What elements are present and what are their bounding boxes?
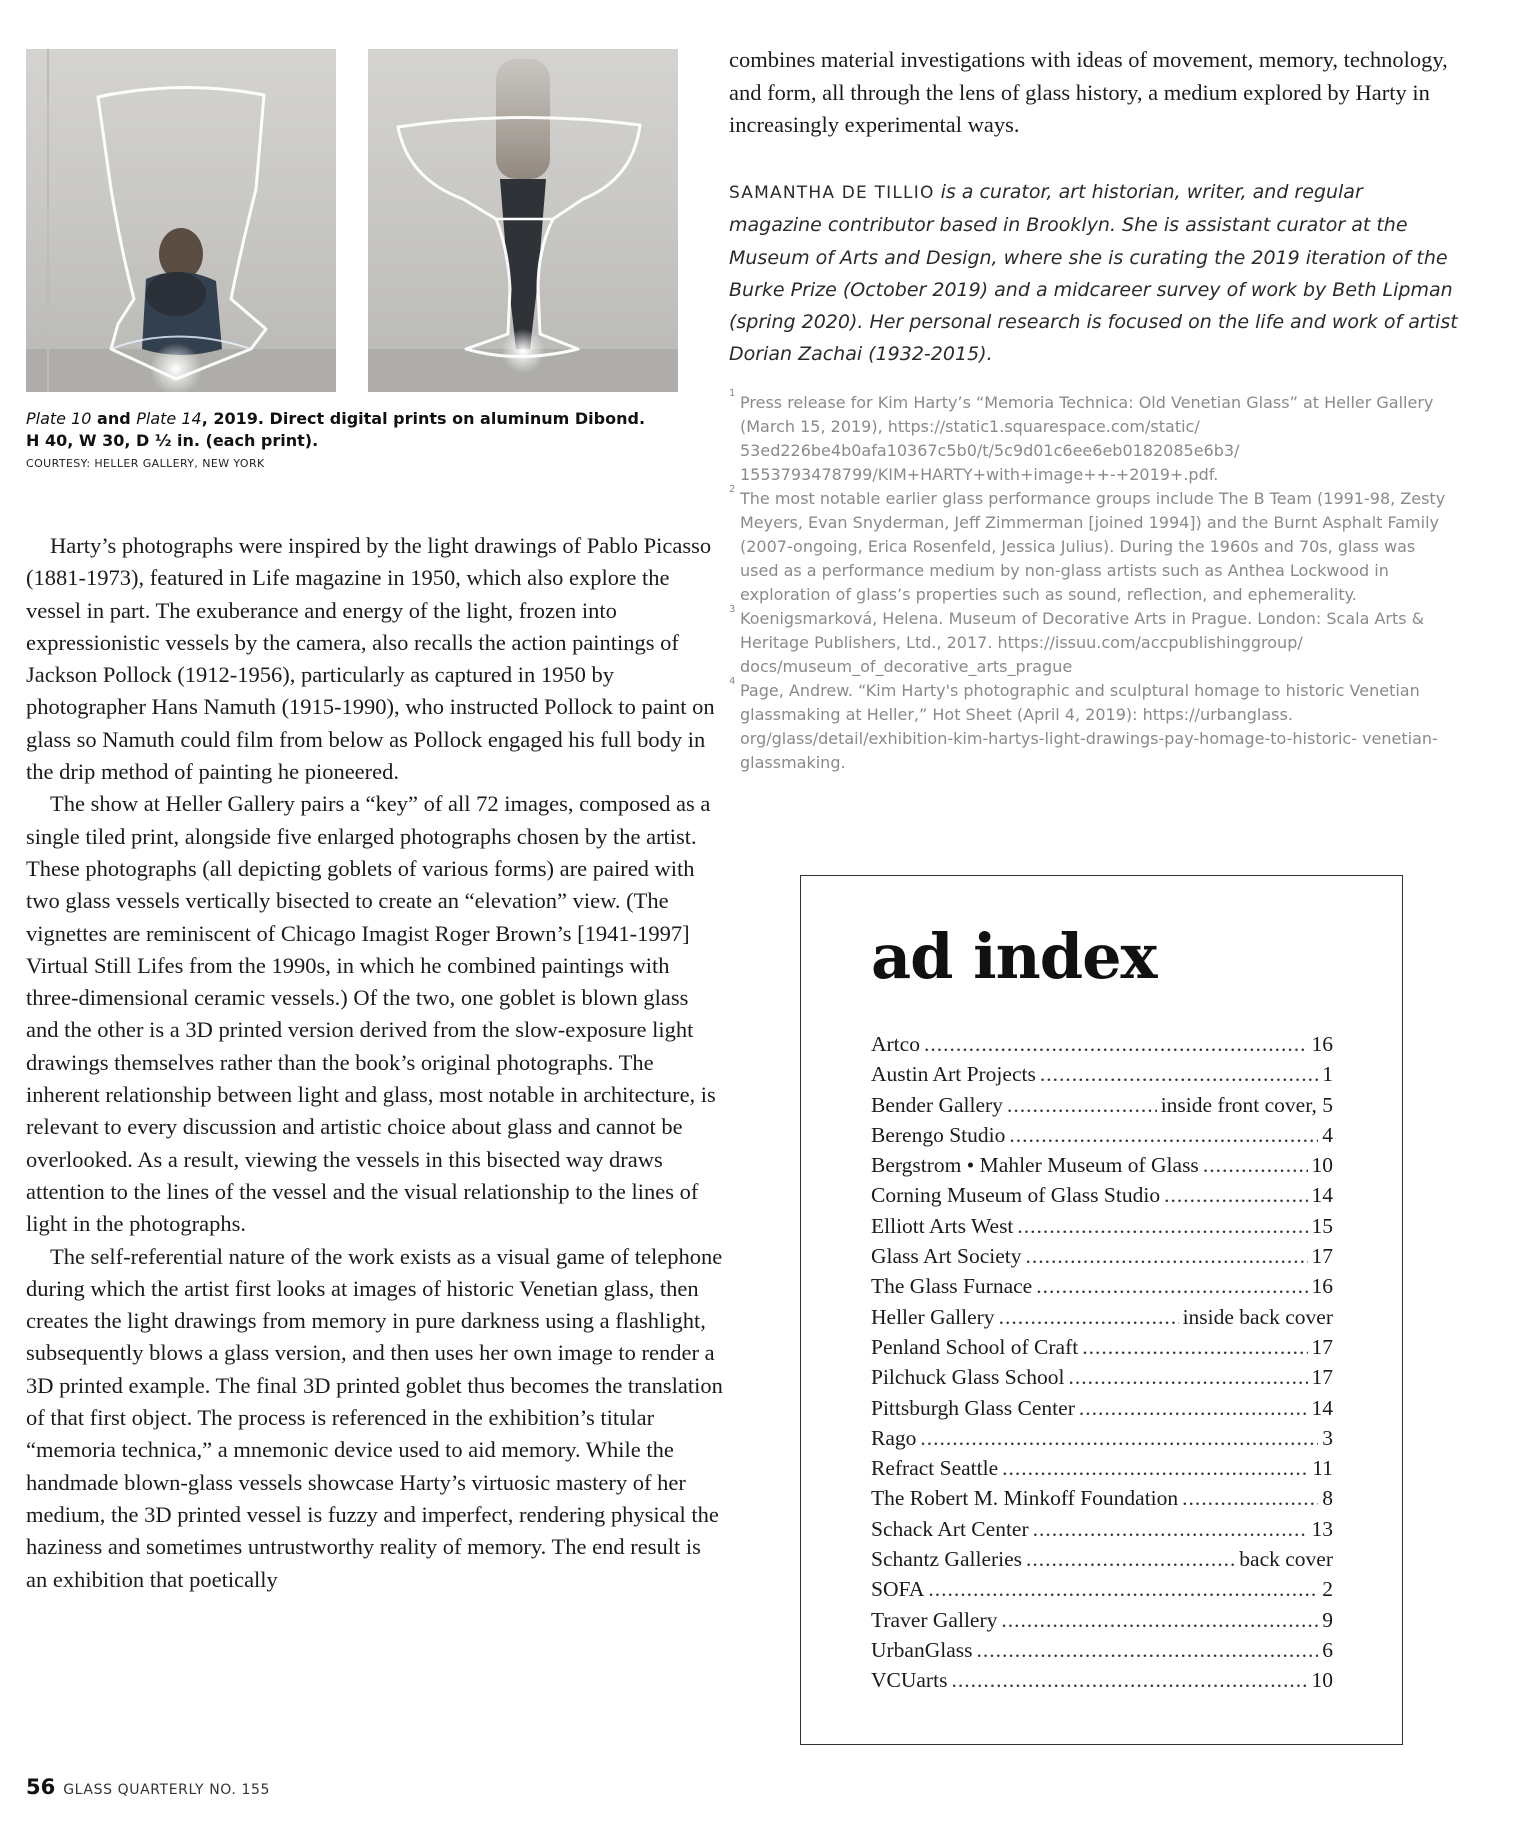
ad-index-page: 2 [1322, 1577, 1333, 1602]
dot-leader [1182, 1486, 1318, 1511]
ad-index-entry [871, 1305, 1333, 1335]
caption-plate-a: Plate 10 [26, 409, 92, 428]
body-paragraph-1: Harty’s photographs were inspired by the light drawings of Pablo Picasso (1881-1973), featured in Life magazine in 1950, which also explore the vessel in part. The exuberance and energy of the light, frozen into expressionistic vessels by the camera, also recalls the action paintings of Jackson Pollock (1912-1956), particularly as captured in 1950 by photographer Hans Namuth (1915-1990), who instructed Pollock to paint on glass so Namuth could film from below as Pollock engaged his full body in the drip method of painting he pioneered. [26, 533, 715, 785]
ad-index-page: 9 [1322, 1607, 1333, 1632]
dot-leader [1164, 1183, 1307, 1208]
caption-dimensions: H 40, W 30, D ½ in. (each print). [26, 431, 319, 450]
ad-index-advertiser: SOFA [871, 1577, 925, 1602]
author-bio-text: is a curator, art historian, writer, and regular magazine contributor based in Brooklyn. She is assistant curator at the Museum of Arts and Design, where she is curating the 2019 iteration of the Burke Prize (October 2019) and a midcareer survey of work by Beth Lipman (spring 2020). Her personal research is focused on the life and work of artist Dorian Zachai (1932-2015). [729, 181, 1458, 366]
footnote-text: Press release for Kim Harty’s “Memoria Technica: Old Venetian Glass” at Heller Gallery (March 15, 2019), https://static1.squarespace.com/static/ 53ed226be4b0afa10367c5b0/t/5c9d01c6ee6eb0182085e6b3/ 1553793478799/KIM+HARTY+with+image++-+2019+.pdf. [740, 393, 1434, 484]
footnote-number: 1 [729, 388, 736, 399]
caption-line1: , 2019. Direct digital prints on aluminum Dibond. [201, 409, 646, 428]
ad-index-page: 14 [1311, 1395, 1333, 1420]
footnote-text: Page, Andrew. “Kim Harty's photographic and sculptural homage to historic Venetian glassmaking at Heller,” Hot Sheet (April 4, 2019): https://urbanglass. org/glass/detail/exhibition-kim-hartys-light-drawings-pay-homage-to-historic- venetian-glassmaking. [740, 681, 1438, 772]
dot-leader [1026, 1244, 1308, 1269]
ad-index-advertiser: Elliott Arts West [871, 1213, 1014, 1238]
dot-leader [1007, 1093, 1157, 1118]
dot-leader [928, 1577, 1318, 1602]
ad-index-advertiser: Bender Gallery [871, 1092, 1003, 1117]
body-paragraph-3: The self-referential nature of the work exists as a visual game of telephone during which the artist first looks at images of historic Venetian glass, then creates the light drawings from memory in pure darkness using a flashlight, subsequently blows a glass version, and then uses her own image to render a 3D printed example. The final 3D printed goblet thus becomes the translation of that first object. The process is referenced in the exhibition’s titular “memoria technica,” a mnemonic device used to aid memory. While the handmade blown-glass vessels showcase Harty’s virtuosic mastery of her medium, the 3D printed vessel is fuzzy and imperfect, rendering physical the haziness and sometimes untrustworthy reality of memory. The end result is an exhibition that poetically [26, 1243, 723, 1592]
ad-index-page: 14 [1311, 1183, 1333, 1208]
dot-leader [999, 1305, 1179, 1330]
dot-leader [1082, 1335, 1307, 1360]
ad-index-advertiser: Pittsburgh Glass Center [871, 1395, 1075, 1420]
photo-plate-14 [368, 49, 678, 392]
photo-plate-10 [26, 49, 336, 392]
ad-index-advertiser: UrbanGlass [871, 1637, 973, 1662]
dot-leader [924, 1032, 1308, 1057]
footnote [729, 604, 1449, 679]
footnote-text: The most notable earlier glass performance groups include The B Team (1991-98, Zesty Meyers, Evan Snyderman, Jeff Zimmerman [joined 1994]) and the Burnt Asphalt Family (2007-ongoing, Erica Rosenfeld, Jessica Julius). During the 1960s and 70s, glass was used as a performance medium by non-glass artists such as Anthea Lockwood in exploration of glass’s properties such as sound, reflection, and ephemerality. [740, 489, 1446, 604]
ad-index-entry [871, 1153, 1333, 1183]
ad-index-page: 1 [1322, 1062, 1333, 1087]
caption-and: and [91, 409, 137, 428]
dot-leader [1079, 1396, 1308, 1421]
plate-10-image [26, 49, 336, 392]
ad-index-page: back cover [1239, 1547, 1333, 1572]
footnote-number: 2 [729, 484, 736, 495]
publication-name: GLASS QUARTERLY NO. 155 [63, 1782, 270, 1798]
ad-index-page: 15 [1311, 1213, 1333, 1238]
ad-index-advertiser: The Robert M. Minkoff Foundation [871, 1486, 1179, 1511]
page-number: 56 [26, 1775, 56, 1799]
ad-index-page: 10 [1311, 1668, 1333, 1693]
footnote-text: Koenigsmarková, Helena. Museum of Decorative Arts in Prague. London: Scala Arts & Heritage Publishers, Ltd., 2017. https://issuu.com/accpublishinggroup/ docs/museum_of_decorative_arts_prague [740, 609, 1425, 676]
article-body [26, 530, 726, 1596]
footnote-number: 4 [729, 676, 736, 687]
photo-credit: COURTESY: HELLER GALLERY, NEW YORK [26, 457, 265, 470]
author-bio [729, 176, 1459, 371]
ad-index-advertiser: Traver Gallery [871, 1607, 998, 1632]
dot-leader [1002, 1456, 1308, 1481]
dot-leader [1036, 1274, 1307, 1299]
ad-index-advertiser: Artco [871, 1032, 920, 1056]
ad-index-entry [871, 1456, 1333, 1486]
ad-index-page: 4 [1322, 1122, 1333, 1147]
dot-leader [1009, 1123, 1318, 1148]
dot-leader [951, 1668, 1307, 1693]
footnote-number: 3 [729, 604, 736, 615]
ad-index-entry [871, 1062, 1333, 1092]
ad-index-advertiser: Pilchuck Glass School [871, 1365, 1065, 1390]
footnote [729, 388, 1449, 487]
ad-index-entry [871, 1486, 1333, 1516]
ad-index-entry [871, 1517, 1333, 1547]
ad-index-page: 16 [1311, 1032, 1333, 1056]
ad-index-entry [871, 1123, 1333, 1153]
dot-leader [1069, 1365, 1308, 1390]
ad-index-page: 13 [1311, 1516, 1333, 1541]
ad-index-entry [871, 1032, 1333, 1062]
ad-index-entry [871, 1244, 1333, 1274]
dot-leader [1033, 1517, 1308, 1542]
ad-index-advertiser: Rago [871, 1425, 917, 1450]
ad-index-page: 6 [1322, 1637, 1333, 1662]
plate-14-image [368, 49, 678, 392]
photo-caption [26, 408, 666, 452]
ad-index-page: inside front cover, 5 [1160, 1092, 1333, 1117]
dot-leader [1040, 1062, 1318, 1087]
page-footer [26, 1775, 270, 1799]
dot-leader [920, 1426, 1318, 1451]
ad-index-entry [871, 1274, 1333, 1304]
dot-leader [1001, 1608, 1318, 1633]
ad-index-advertiser: Berengo Studio [871, 1122, 1006, 1147]
ad-index-entry [871, 1093, 1333, 1123]
article-continuation: combines material investigations with ideas of movement, memory, technology, and form, all through the lens of glass history, a medium explored by Harty in increasingly experimental ways. [729, 47, 1448, 137]
dot-leader [1026, 1547, 1235, 1572]
dot-leader [1203, 1153, 1308, 1178]
ad-index-advertiser: Bergstrom • Mahler Museum of Glass [871, 1153, 1199, 1178]
ad-index-entry [871, 1335, 1333, 1365]
ad-index-entry [871, 1577, 1333, 1607]
ad-index-box [800, 875, 1403, 1745]
ad-index-entry [871, 1396, 1333, 1426]
ad-index-page: 17 [1311, 1365, 1333, 1390]
ad-index-list [871, 1032, 1333, 1699]
ad-index-advertiser: Penland School of Craft [871, 1334, 1079, 1359]
ad-index-advertiser: VCUarts [871, 1668, 948, 1693]
ad-index-advertiser: Schantz Galleries [871, 1547, 1023, 1572]
footnote [729, 484, 1449, 607]
ad-index-advertiser: Corning Museum of Glass Studio [871, 1183, 1161, 1208]
ad-index-entry [871, 1214, 1333, 1244]
footnote [729, 676, 1449, 775]
ad-index-page: 8 [1322, 1486, 1333, 1511]
ad-index-advertiser: Heller Gallery [871, 1304, 995, 1329]
ad-index-advertiser: Glass Art Society [871, 1244, 1022, 1269]
ad-index-advertiser: The Glass Furnace [871, 1274, 1033, 1299]
ad-index-entry [871, 1608, 1333, 1638]
ad-index-advertiser: Refract Seattle [871, 1456, 999, 1481]
dot-leader [977, 1638, 1319, 1663]
ad-index-entry [871, 1668, 1333, 1698]
ad-index-page: 10 [1311, 1153, 1333, 1178]
author-name: SAMANTHA DE TILLIO [729, 183, 935, 203]
ad-index-entry [871, 1183, 1333, 1213]
footnotes [729, 388, 1449, 775]
ad-index-entry [871, 1547, 1333, 1577]
ad-index-advertiser: Austin Art Projects [871, 1062, 1036, 1087]
ad-index-entry [871, 1638, 1333, 1668]
ad-index-title: ad index [871, 920, 1157, 993]
ad-index-entry [871, 1426, 1333, 1456]
ad-index-page: 3 [1322, 1425, 1333, 1450]
ad-index-page: inside back cover [1182, 1304, 1333, 1329]
ad-index-page: 11 [1312, 1456, 1333, 1481]
ad-index-page: 17 [1311, 1334, 1333, 1359]
ad-index-page: 16 [1311, 1274, 1333, 1299]
ad-index-entry [871, 1365, 1333, 1395]
ad-index-page: 17 [1311, 1244, 1333, 1269]
ad-index-advertiser: Schack Art Center [871, 1516, 1029, 1541]
body-paragraph-2: The show at Heller Gallery pairs a “key” of all 72 images, composed as a single tiled print, alongside five enlarged photographs chosen by the artist. These photographs (all depicting goblets of various forms) are paired with two glass vessels vertically bisected to create an “elevation” view. (The vignettes are reminiscent of Chicago Imagist Roger Brown’s [1941-1997] Virtual Still Lifes from the 1990s, in which he combined paintings with three-dimensional ceramic vessels.) Of the two, one goblet is blown glass and the other is a 3D printed version derived from the slow-exposure light drawings themselves rather than the book’s original photographs. The inherent relationship between light and glass, most notable in architecture, is relevant to every discussion and artistic choice about glass and cannot be overlooked. As a result, viewing the vessels in this bisected way draws attention to the lines of the vessel and the visual relationship to the lines of light in the photographs. [26, 791, 716, 1237]
caption-plate-b: Plate 14 [136, 409, 202, 428]
dot-leader [1017, 1214, 1307, 1239]
